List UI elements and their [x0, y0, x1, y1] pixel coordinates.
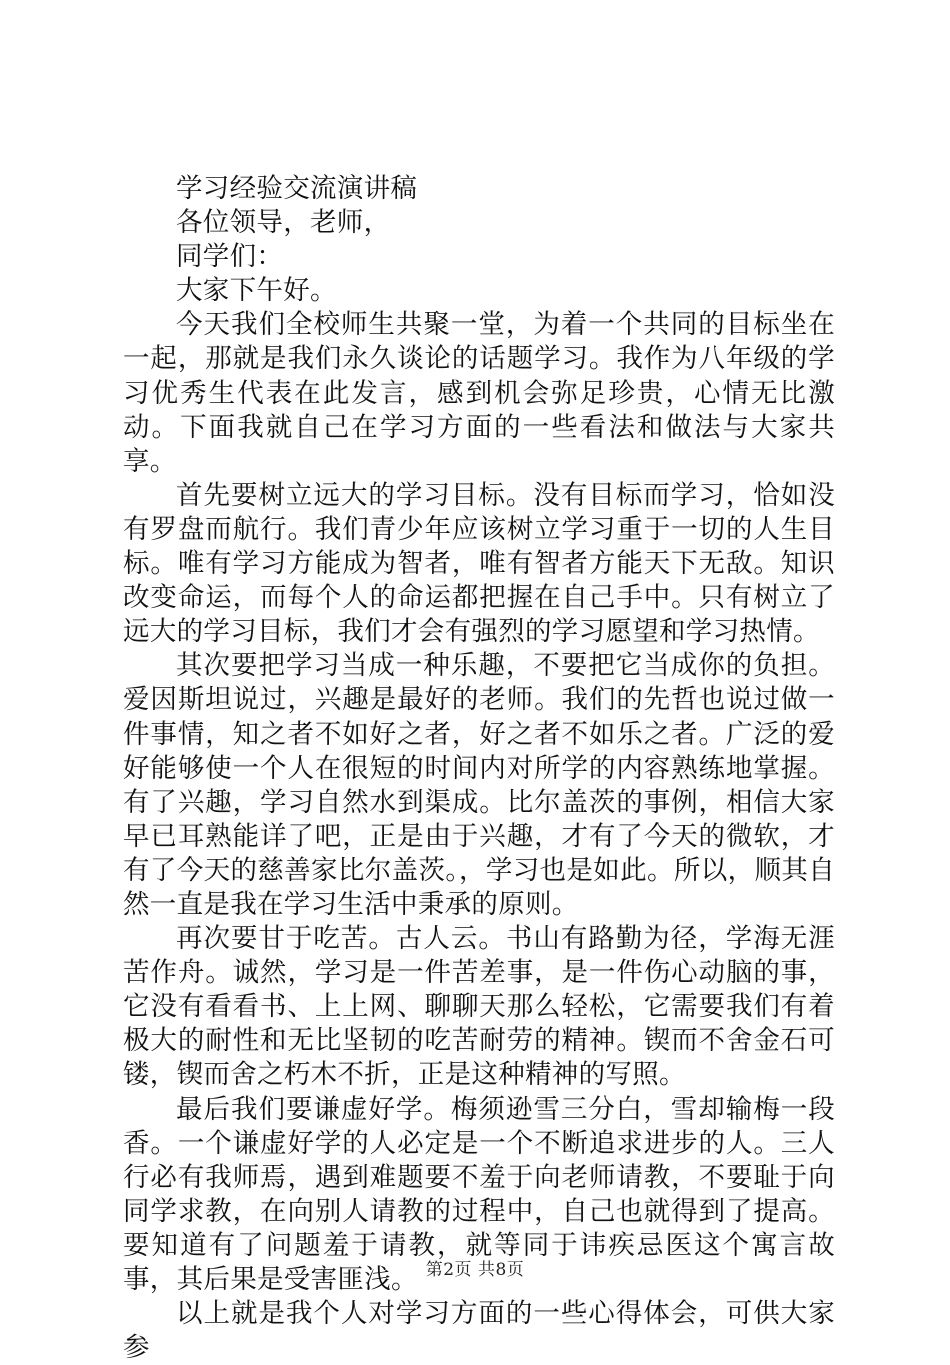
paragraph-intro: 今天我们全校师生共聚一堂，为着一个共同的目标坐在一起，那就是我们永久谈论的话题学习。我作为八年级的学习优秀生代表在此发言，感到机会弥足珍贵，心情无比激动。下面我就自己在学习方面的一些看法和做法与大家共享。 [123, 309, 835, 477]
page-number: 第2页 共8页 [425, 1260, 525, 1280]
salutation-students: 同学们： [176, 241, 284, 273]
salutation-leaders: 各位领导，老师， [176, 207, 391, 239]
paragraph-closing: 以上就是我个人对学习方面的一些心得体会，可供大家参 [123, 1298, 835, 1364]
document-title: 学习经验交流演讲稿 [176, 173, 418, 204]
paragraph-goal: 首先要树立远大的学习目标。没有目标而学习，恰如没有罗盘而航行。我们青少年应该树立学习重于一切的人生目标。唯有学习方能成为智者，唯有智者方能天下无敌。知识改变命运，而每个人的命运都把握在自己手中。只有树立了远大的学习目标，我们才会有强烈的学习愿望和学习热情。 [123, 479, 835, 648]
document-body [123, 172, 835, 1365]
paragraph-modesty: 最后我们要谦虚好学。梅须逊雪三分白，雪却输梅一段香。一个谦虚好学的人必定是一个不断追求进步的人。三人行必有我师焉，遇到难题要不羞于向老师请教，不要耻于向同学求教，在向别人请教的过程中，自己也就得到了提高。要知道有了问题羞于请教，就等同于讳疾忌医这个寓言故事，其后果是受害匪浅。 [123, 1093, 835, 1295]
greeting: 大家下午好。 [176, 275, 337, 307]
paragraph-hardship: 再次要甘于吃苦。古人云。书山有路勤为径，学海无涯苦作舟。诚然，学习是一件苦差事，是一件伤心动脑的事，它没有看看书、上上网、聊聊天那么轻松，它需要我们有着极大的耐性和无比坚韧的吃苦耐劳的精神。锲而不舍金石可镂，锲而舍之朽木不折，正是这种精神的写照。 [123, 923, 835, 1091]
paragraph-interest: 其次要把学习当成一种乐趣，不要把它当成你的负担。爱因斯坦说过，兴趣是最好的老师。我们的先哲也说过做一件事情，知之者不如好之者，好之者不如乐之者。广泛的爱好能够使一个人在很短的时间内对所学的内容熟练地掌握。有了兴趣，学习自然水到渠成。比尔盖茨的事例，相信大家早已耳熟能详了吧，正是由于兴趣，才有了今天的微软，才有了今天的慈善家比尔盖茨。，学习也是如此。所以，顺其自然一直是我在学习生活中秉承的原则。 [123, 650, 835, 920]
